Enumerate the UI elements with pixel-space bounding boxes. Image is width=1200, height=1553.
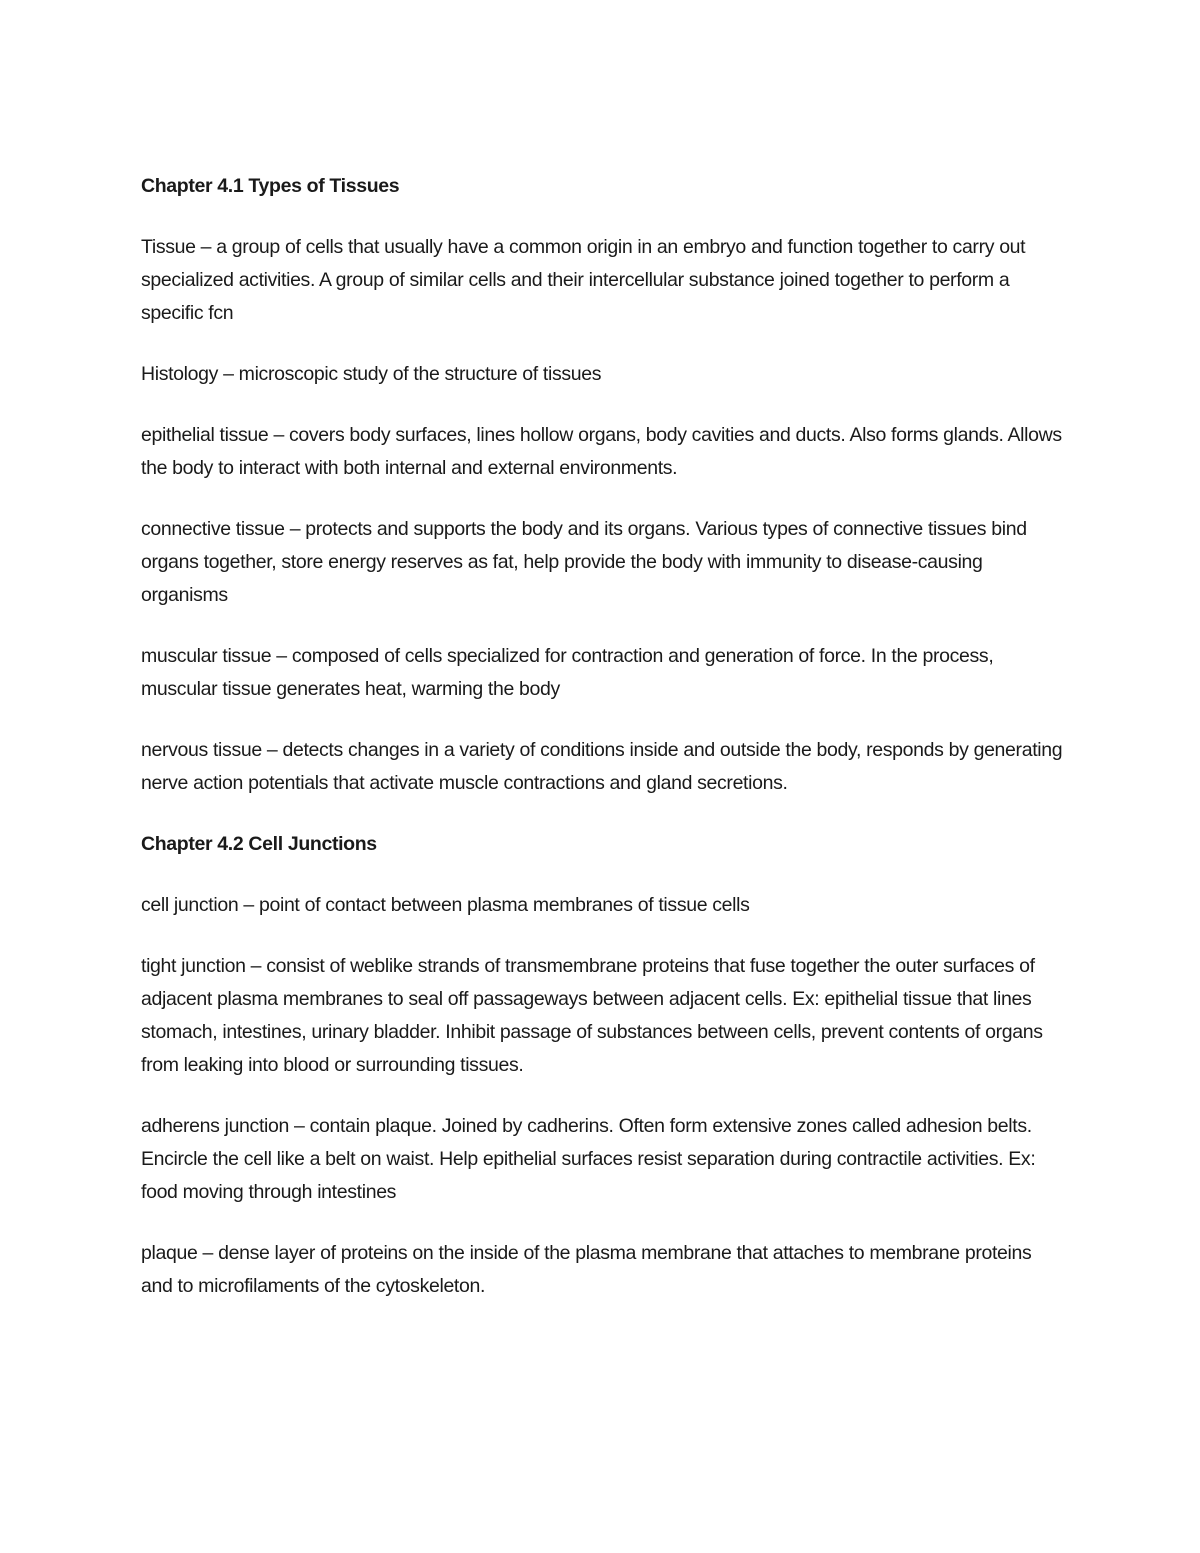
paragraph-epithelial-tissue: epithelial tissue – covers body surfaces, lines hollow organs, body cavities and ducts. Also forms glands. Allows the body to interact with both internal and external environments. — [141, 424, 1062, 479]
paragraph-connective-tissue: connective tissue – protects and supports the body and its organs. Various types of connective tissues bind organs together, store energy reserves as fat, help provide the body with immunity to disease-causing organisms — [141, 518, 1027, 606]
paragraph-tissue: Tissue – a group of cells that usually have a common origin in an embryo and function together to carry out specialized activities. A group of similar cells and their intercellular substance joined together to perform a specific fcn — [141, 236, 1026, 324]
section-heading-cell-junctions: Chapter 4.2 Cell Junctions — [141, 833, 377, 855]
document-body — [141, 170, 1066, 1331]
paragraph-muscular-tissue: muscular tissue – composed of cells specialized for contraction and generation of force. In the process, muscular tissue generates heat, warming the body — [141, 645, 994, 700]
paragraph-adherens-junction: adherens junction – contain plaque. Joined by cadherins. Often form extensive zones called adhesion belts. Encircle the cell like a belt on waist. Help epithelial surfaces resist separation during contractile activities. Ex: food moving through intestines — [141, 1115, 1036, 1203]
paragraph-histology: Histology – microscopic study of the structure of tissues — [141, 363, 602, 385]
paragraph-tight-junction: tight junction – consist of weblike strands of transmembrane proteins that fuse together the outer surfaces of adjacent plasma membranes to seal off passageways between adjacent cells. Ex: epithelial tissue that lines stomach, intestines, urinary bladder. Inhibit passage of substances between cells, prevent contents of organs from leaking into blood or surrounding tissues. — [141, 955, 1043, 1076]
section-heading-types-of-tissues: Chapter 4.1 Types of Tissues — [141, 175, 400, 197]
paragraph-nervous-tissue: nervous tissue – detects changes in a variety of conditions inside and outside the body, responds by generating nerve action potentials that activate muscle contractions and gland secretions. — [141, 739, 1063, 794]
paragraph-plaque: plaque – dense layer of proteins on the inside of the plasma membrane that attaches to membrane proteins and to microfilaments of the cytoskeleton. — [141, 1242, 1032, 1297]
paragraph-cell-junction: cell junction – point of contact between plasma membranes of tissue cells — [141, 894, 750, 916]
